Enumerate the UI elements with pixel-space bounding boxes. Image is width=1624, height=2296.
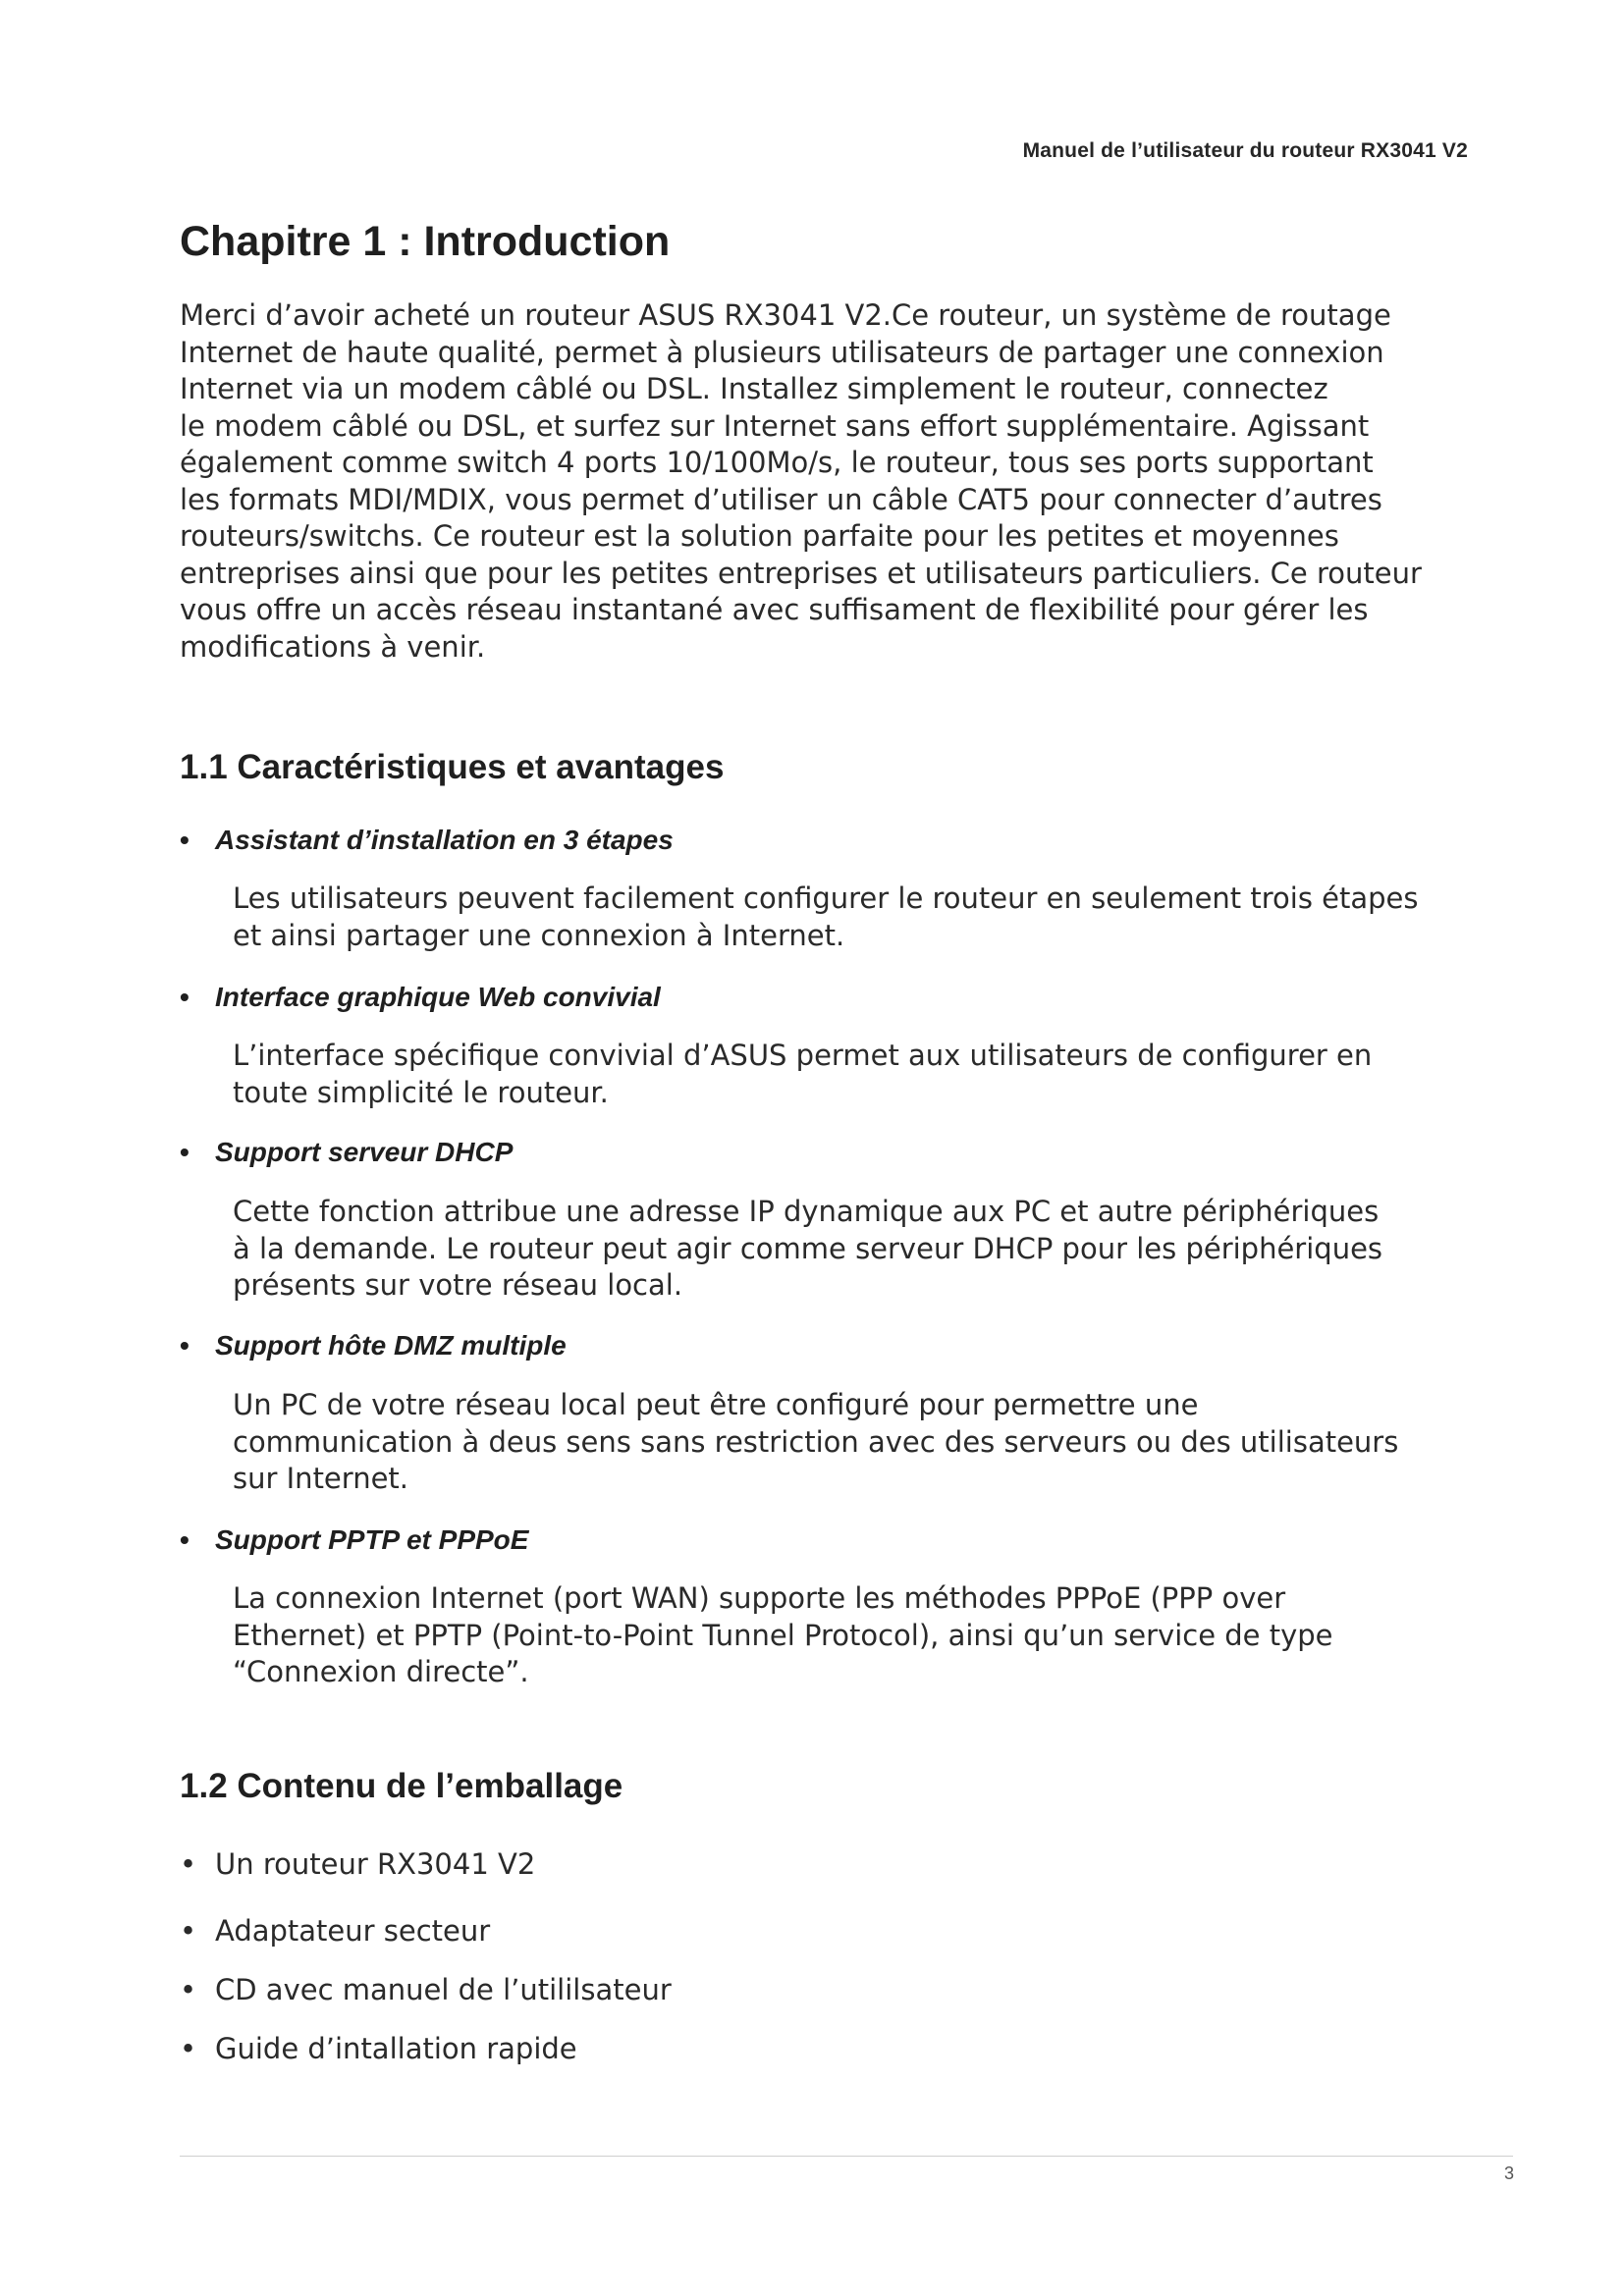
running-header: Manuel de l’utilisateur du routeur RX3041 V2 <box>1022 139 1468 162</box>
footer-divider <box>180 2156 1513 2157</box>
intro-paragraph: Merci d’avoir acheté un routeur ASUS RX3041 V2.Ce routeur, un système de routage Internet de haute qualité, permet à plusieurs utilisateurs de partager une connexion Internet via un modem câblé ou DSL. Installez simplement le routeur, connectez le modem câblé ou DSL, et surfez sur Internet sans effort supplémentaire. Agissant également comme switch 4 ports 10/100Mo/s, le routeur, tous ses ports supportant les formats MDI/MDIX, vous permet d’utiliser un câble CAT5 pour connecter d’autres routeurs/switchs. Ce routeur est la solution parfaite pour les petites et moyennes entreprises ainsi que pour les petites entreprises et utilisateurs particuliers. Ce routeur vous offre un accès réseau instantané avec suffisament de flexibilité pour gérer les modifications à venir. <box>180 298 1422 664</box>
feature-heading <box>180 1137 513 1168</box>
feature-heading-text: Interface graphique Web convivial <box>215 982 661 1012</box>
feature-description: Les utilisateurs peuvent facilement configurer le routeur en seulement trois étapes et ainsi partager une connexion à Internet. <box>233 881 1419 952</box>
package-item-text: Adaptateur secteur <box>215 1914 491 1948</box>
bullet-icon: • <box>180 982 189 1012</box>
feature-description: L’interface spécifique convivial d’ASUS permet aux utilisateurs de configurer en toute simplicité le routeur. <box>233 1039 1373 1109</box>
page-number: 3 <box>1503 2163 1514 2183</box>
package-item <box>180 1914 490 1948</box>
package-item <box>180 2032 577 2065</box>
feature-description: Cette fonction attribue une adresse IP dynamique aux PC et autre périphériques à la demande. Le routeur peut agir comme serveur DHCP pour les périphériques présents sur votre réseau local. <box>233 1195 1383 1302</box>
feature-heading-text: Assistant d’installation en 3 étapes <box>215 825 674 855</box>
package-item <box>180 1973 672 2006</box>
package-item-text: Un routeur RX3041 V2 <box>215 1847 536 1881</box>
package-item-text: Guide d’intallation rapide <box>215 2032 577 2065</box>
feature-heading-text: Support PPTP et PPPoE <box>215 1524 529 1555</box>
feature-heading <box>180 1524 528 1556</box>
bullet-icon: • <box>180 1847 197 1881</box>
feature-heading-text: Support serveur DHCP <box>215 1137 514 1167</box>
section-title-package: 1.2 Contenu de l’emballage <box>180 1767 623 1805</box>
package-item <box>180 1847 535 1881</box>
bullet-icon: • <box>180 1973 197 2006</box>
bullet-icon: • <box>180 1524 189 1555</box>
feature-description: La connexion Internet (port WAN) supporte les méthodes PPPoE (PPP over Ethernet) et PPTP (Point-to-Point Tunnel Protocol), ainsi qu’un service de type “Connexion directe”. <box>233 1581 1333 1688</box>
feature-heading <box>180 1330 567 1362</box>
section-title-features: 1.1 Caractéristiques et avantages <box>180 748 725 786</box>
chapter-title: Chapitre 1 : Introduction <box>180 218 671 265</box>
feature-heading <box>180 825 674 856</box>
bullet-icon: • <box>180 1330 189 1361</box>
package-item-text: CD avec manuel de l’utililsateur <box>215 1973 672 2006</box>
bullet-icon: • <box>180 1137 189 1167</box>
bullet-icon: • <box>180 1914 197 1948</box>
feature-heading <box>180 982 661 1013</box>
bullet-icon: • <box>180 2032 197 2065</box>
feature-heading-text: Support hôte DMZ multiple <box>215 1330 567 1361</box>
bullet-icon: • <box>180 825 189 855</box>
feature-description: Un PC de votre réseau local peut être configuré pour permettre une communication à deus sens sans restriction avec des serveurs ou des utilisateurs sur Internet. <box>233 1388 1399 1495</box>
